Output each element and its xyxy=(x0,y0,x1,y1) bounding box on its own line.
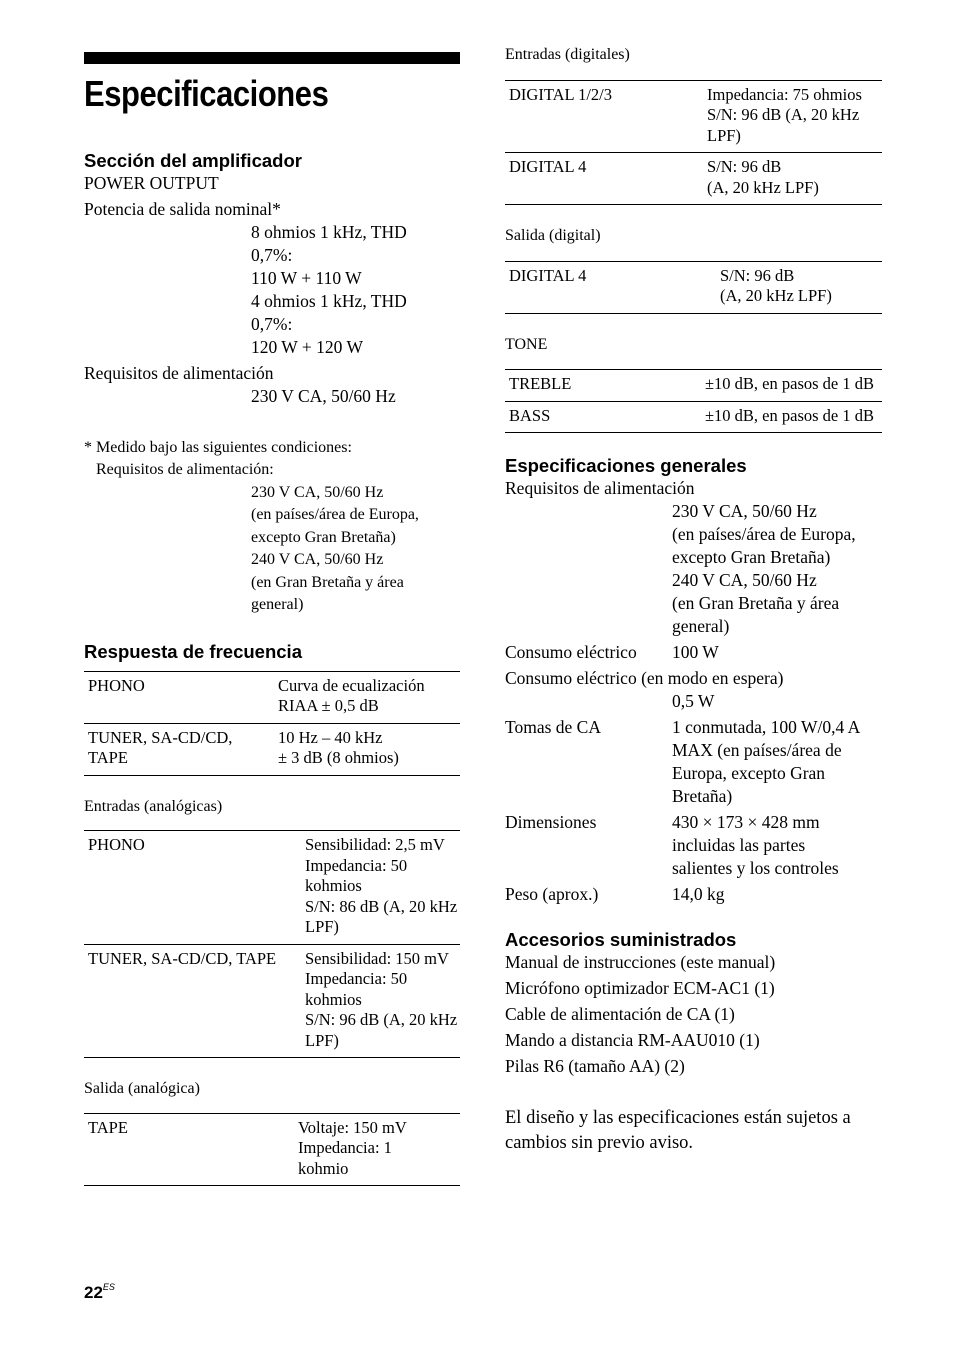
table-row xyxy=(84,723,460,775)
value-line: Curva de ecualización xyxy=(278,675,425,695)
dimensions-row xyxy=(505,811,882,880)
value-line: Impedancia: 50 xyxy=(305,969,408,989)
power-req-value: 230 V CA, 50/60 Hz xyxy=(251,385,396,406)
value-line: LPF) xyxy=(305,1030,339,1050)
weight-row xyxy=(505,883,882,906)
value-line: S/N: 96 dB xyxy=(707,157,782,176)
value-line: kohmio xyxy=(298,1158,349,1178)
value-line: Voltaje: 150 mV xyxy=(298,1117,407,1137)
footnote-value-line: 230 V CA, 50/60 Hz xyxy=(251,483,384,501)
page-number-value: 22 xyxy=(84,1283,103,1302)
value-line: Bretaña) xyxy=(672,786,733,806)
footnote-value-line: general) xyxy=(251,596,304,614)
value-line: S/N: 96 dB xyxy=(720,265,795,285)
analog-out-label: Salida (analógica) xyxy=(84,1080,200,1098)
value-line: (A, 20 kHz LPF) xyxy=(720,286,832,305)
table-key: DIGITAL 1/2/3 xyxy=(505,80,703,153)
table-value xyxy=(301,831,460,945)
weight-value: 14,0 kg xyxy=(672,884,725,904)
list-item: Pilas R6 (tamaño AA) (2) xyxy=(505,1056,685,1076)
table-row xyxy=(84,671,460,723)
table-key: DIGITAL 4 xyxy=(505,261,716,313)
dimensions-values xyxy=(672,811,882,880)
weight-label: Peso (aprox.) xyxy=(505,884,599,904)
footnote-value-line: 240 V CA, 50/60 Hz xyxy=(251,551,384,569)
standby-label: Consumo eléctrico (en modo en espera) xyxy=(505,668,784,688)
nominal-value-line: 120 W + 120 W xyxy=(251,336,363,357)
table-key: DIGITAL 4 xyxy=(505,153,703,205)
table-value xyxy=(274,671,460,723)
table-row xyxy=(505,401,882,433)
value-line: (en Gran Bretaña y área xyxy=(672,593,840,613)
value-line: Sensibilidad: 150 mV xyxy=(305,948,449,968)
value-line: Impedancia: 75 ohmios xyxy=(707,84,862,104)
nominal-value-line: 0,7%: xyxy=(251,313,293,334)
power-req-label: Requisitos de alimentación xyxy=(84,362,274,383)
list-item: Micrófono optimizador ECM-AC1 (1) xyxy=(505,978,775,998)
analog-in-label: Entradas (analógicas) xyxy=(84,797,223,815)
freq-table xyxy=(84,671,460,776)
value-line: ± 3 dB (8 ohmios) xyxy=(278,748,399,768)
table-value: ±10 dB, en pasos de 1 dB xyxy=(606,401,882,433)
list-item: Mando a distancia RM-AAU010 (1) xyxy=(505,1030,760,1050)
nominal-value-line: 4 ohmios 1 kHz, THD xyxy=(251,290,407,311)
title-bar xyxy=(84,52,460,64)
power-output-label: POWER OUTPUT xyxy=(84,172,219,193)
freq-heading: Respuesta de frecuencia xyxy=(84,640,302,662)
list-item: Manual de instrucciones (este manual) xyxy=(505,952,776,972)
consumption-label: Consumo eléctrico xyxy=(505,642,637,662)
table-row xyxy=(505,370,882,402)
accessories-heading: Accesorios suministrados xyxy=(505,929,737,950)
value-line: 430 × 173 × 428 mm xyxy=(672,812,820,832)
value-line: 230 V CA, 50/60 Hz xyxy=(672,501,817,521)
table-key: PHONO xyxy=(84,831,301,945)
outlets-values xyxy=(672,716,882,808)
value-line: S/N: 96 dB (A, 20 kHz xyxy=(305,1010,458,1030)
table-key: BASS xyxy=(505,401,606,433)
tone-table xyxy=(505,369,882,433)
footnote-line: * Medido bajo las siguientes condiciones: xyxy=(84,438,352,456)
nominal-value-line: 110 W + 110 W xyxy=(251,267,362,288)
nominal-power-label: Potencia de salida nominal* xyxy=(84,198,281,219)
footnote-line: Requisitos de alimentación: xyxy=(96,461,274,479)
digital-out-label: Salida (digital) xyxy=(505,227,601,244)
general-power-req-values xyxy=(505,500,882,638)
table-key: TAPE xyxy=(84,1113,294,1186)
general-heading: Especificaciones generales xyxy=(505,455,747,476)
value-line: Europa, excepto Gran xyxy=(672,763,826,783)
table-row xyxy=(84,831,460,945)
value-line: S/N: 86 dB (A, 20 kHz xyxy=(305,896,458,916)
right-column xyxy=(505,44,882,1156)
left-column xyxy=(84,52,460,1186)
table-row xyxy=(505,261,882,313)
tone-label: TONE xyxy=(505,335,548,353)
table-row xyxy=(84,1113,460,1186)
table-value xyxy=(301,944,460,1058)
dimensions-label: Dimensiones xyxy=(505,812,597,832)
footnote-value-line: (en países/área de Europa, xyxy=(251,506,419,524)
general-power-req-label: Requisitos de alimentación xyxy=(505,478,695,498)
digital-in-table xyxy=(505,80,882,206)
table-row xyxy=(505,80,882,153)
digital-in-label: Entradas (digitales) xyxy=(505,46,630,63)
value-line: kohmios xyxy=(305,989,362,1009)
value-line: 10 Hz – 40 kHz xyxy=(278,727,383,747)
outlets-row xyxy=(505,716,882,808)
value-line: kohmios xyxy=(305,876,362,896)
notice-text: El diseño y las especificaciones están sujetos a cambios sin previo aviso. xyxy=(505,1108,851,1153)
value-line: Impedancia: 1 xyxy=(298,1138,392,1158)
table-row xyxy=(505,153,882,205)
value-line: 1 conmutada, 100 W/0,4 A xyxy=(672,717,861,737)
table-value xyxy=(294,1113,460,1186)
value-line: excepto Gran Bretaña) xyxy=(672,547,831,567)
value-line: incluidas las partes xyxy=(672,835,806,855)
value-line: general) xyxy=(672,616,730,636)
standby-value: 0,5 W xyxy=(672,691,715,711)
table-value xyxy=(274,723,460,775)
table-key: PHONO xyxy=(84,671,274,723)
table-value xyxy=(703,80,882,153)
table-value xyxy=(703,153,882,205)
consumption-row xyxy=(505,641,882,664)
accessories-list xyxy=(505,951,882,1078)
list-item: Cable de alimentación de CA (1) xyxy=(505,1004,735,1024)
nominal-value-line: 0,7%: xyxy=(251,244,293,265)
value-line: Sensibilidad: 2,5 mV xyxy=(305,835,445,855)
table-key: TREBLE xyxy=(505,370,606,402)
analog-out-table xyxy=(84,1113,460,1187)
page-number xyxy=(84,1283,115,1303)
value-line: LPF) xyxy=(707,125,741,145)
digital-out-table xyxy=(505,261,882,314)
table-row xyxy=(84,944,460,1058)
footnote-value-line: excepto Gran Bretaña) xyxy=(251,528,396,546)
nominal-value-line: 8 ohmios 1 kHz, THD xyxy=(251,221,407,242)
table-key: TUNER, SA-CD/CD, TAPE xyxy=(84,944,301,1058)
outlets-label: Tomas de CA xyxy=(505,717,601,737)
value-line: salientes y los controles xyxy=(672,858,839,878)
table-key: TUNER, SA-CD/CD, TAPE xyxy=(84,723,274,775)
consumption-value: 100 W xyxy=(672,642,719,662)
value-line: Impedancia: 50 xyxy=(305,855,408,875)
table-value: ±10 dB, en pasos de 1 dB xyxy=(606,370,882,402)
table-value xyxy=(716,261,882,313)
value-line: S/N: 96 dB (A, 20 kHz xyxy=(707,105,860,124)
analog-in-table xyxy=(84,830,460,1058)
amplifier-heading: Sección del amplificador xyxy=(84,149,302,171)
value-line: 240 V CA, 50/60 Hz xyxy=(672,570,817,590)
page-language-suffix: ES xyxy=(102,1282,115,1292)
value-line: RIAA ± 0,5 dB xyxy=(278,696,379,716)
page-title: Especificaciones xyxy=(84,73,329,114)
value-line: (en países/área de Europa, xyxy=(672,524,856,544)
value-line: LPF) xyxy=(305,917,339,937)
footnote-values xyxy=(84,482,460,617)
nominal-power-values xyxy=(84,221,460,359)
value-line: (A, 20 kHz LPF) xyxy=(707,177,819,197)
footnote-value-line: (en Gran Bretaña y área xyxy=(251,573,404,591)
value-line: MAX (en países/área de xyxy=(672,740,842,760)
